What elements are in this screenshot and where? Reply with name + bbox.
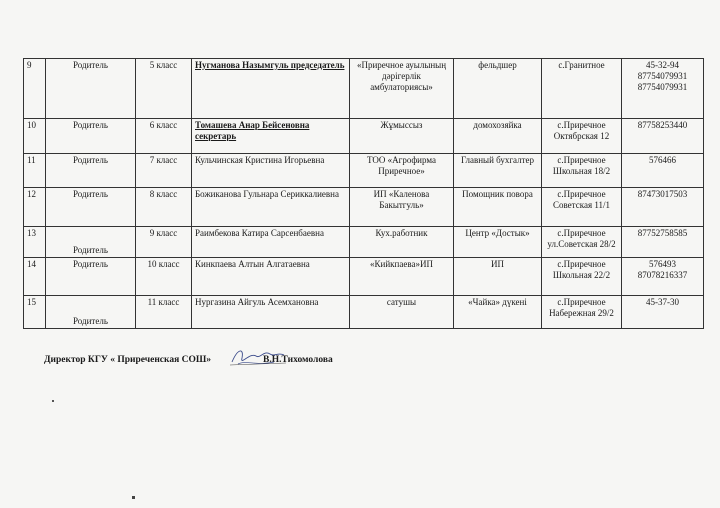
- address-cell: с.Приречное Набережная 29/2: [542, 296, 622, 329]
- position-cell: Главный бухгалтер: [454, 154, 542, 188]
- row-number: 14: [24, 258, 46, 296]
- position-cell: Помощник повора: [454, 188, 542, 227]
- name-cell: Божиканова Гульнара Сериккалиевна: [192, 188, 350, 227]
- role-cell: Родитель: [46, 296, 136, 329]
- table-row: [24, 154, 704, 188]
- role-cell: Родитель: [46, 119, 136, 154]
- address-cell: с.Приречное Октябрская 12: [542, 119, 622, 154]
- address-cell: с.Приречное ул.Советская 28/2: [542, 227, 622, 258]
- phone-cell: 45-32-94 87754079931 87754079931: [622, 59, 704, 119]
- work-cell: «Приречное ауылының дәрігерлік амбулаториясы»: [350, 59, 454, 119]
- phone-cell: 87752758585: [622, 227, 704, 258]
- row-number: 11: [24, 154, 46, 188]
- speck: [52, 400, 54, 402]
- class-cell: 11 класс: [136, 296, 192, 329]
- role-cell: Родитель: [46, 227, 136, 258]
- table-row: [24, 188, 704, 227]
- work-cell: сатушы: [350, 296, 454, 329]
- role-cell: Родитель: [46, 258, 136, 296]
- handwritten-signature: [228, 344, 288, 370]
- row-number: 12: [24, 188, 46, 227]
- position-cell: фельдшер: [454, 59, 542, 119]
- name-cell: Нургазина Айгуль Асемхановна: [192, 296, 350, 329]
- role-cell: Родитель: [46, 188, 136, 227]
- phone-cell: 87473017503: [622, 188, 704, 227]
- signature-title: Директор КГУ « Приреченская СОШ»: [44, 355, 212, 365]
- work-cell: ТОО «Агрофирма Приречное»: [350, 154, 454, 188]
- phone-cell: 87758253440: [622, 119, 704, 154]
- name-cell: Кинкпаева Алтын Алгатаевна: [192, 258, 350, 296]
- role-cell: Родитель: [46, 154, 136, 188]
- address-cell: с.Приречное Школьная 22/2: [542, 258, 622, 296]
- address-cell: с.Гранитное: [542, 59, 622, 119]
- name-cell: Нугманова Назымгуль председатель: [192, 59, 350, 119]
- position-cell: домохозяйка: [454, 119, 542, 154]
- class-cell: 9 класс: [136, 227, 192, 258]
- address-cell: с.Приречное Советская 11/1: [542, 188, 622, 227]
- phone-cell: 576493 87078216337: [622, 258, 704, 296]
- name-cell: Кульчинская Кристина Игорьевна: [192, 154, 350, 188]
- class-cell: 5 класс: [136, 59, 192, 119]
- table-row: [24, 258, 704, 296]
- name-cell: Томашева Анар Бейсеновна секретарь: [192, 119, 350, 154]
- work-cell: Кух.работник: [350, 227, 454, 258]
- work-cell: Жұмыссыз: [350, 119, 454, 154]
- parents-table: [23, 58, 704, 329]
- class-cell: 6 класс: [136, 119, 192, 154]
- work-cell: «Кийкпаева»ИП: [350, 258, 454, 296]
- table-row: [24, 227, 704, 258]
- signature-line: [44, 355, 333, 365]
- class-cell: 7 класс: [136, 154, 192, 188]
- table-row: [24, 119, 704, 154]
- position-cell: ИП: [454, 258, 542, 296]
- class-cell: 8 класс: [136, 188, 192, 227]
- phone-cell: 45-37-30: [622, 296, 704, 329]
- table-row: [24, 296, 704, 329]
- speck: [132, 496, 135, 499]
- class-cell: 10 класс: [136, 258, 192, 296]
- row-number: 15: [24, 296, 46, 329]
- role-cell: Родитель: [46, 59, 136, 119]
- signature-name: В.Н.Тихомолова: [263, 355, 333, 365]
- phone-cell: 576466: [622, 154, 704, 188]
- row-number: 9: [24, 59, 46, 119]
- row-number: 13: [24, 227, 46, 258]
- name-cell: Раимбекова Катира Сарсенбаевна: [192, 227, 350, 258]
- address-cell: с.Приречное Школьная 18/2: [542, 154, 622, 188]
- position-cell: Центр «Достык»: [454, 227, 542, 258]
- row-number: 10: [24, 119, 46, 154]
- table-row: [24, 59, 704, 119]
- work-cell: ИП «Каленова Бакытгуль»: [350, 188, 454, 227]
- position-cell: «Чайка» дүкені: [454, 296, 542, 329]
